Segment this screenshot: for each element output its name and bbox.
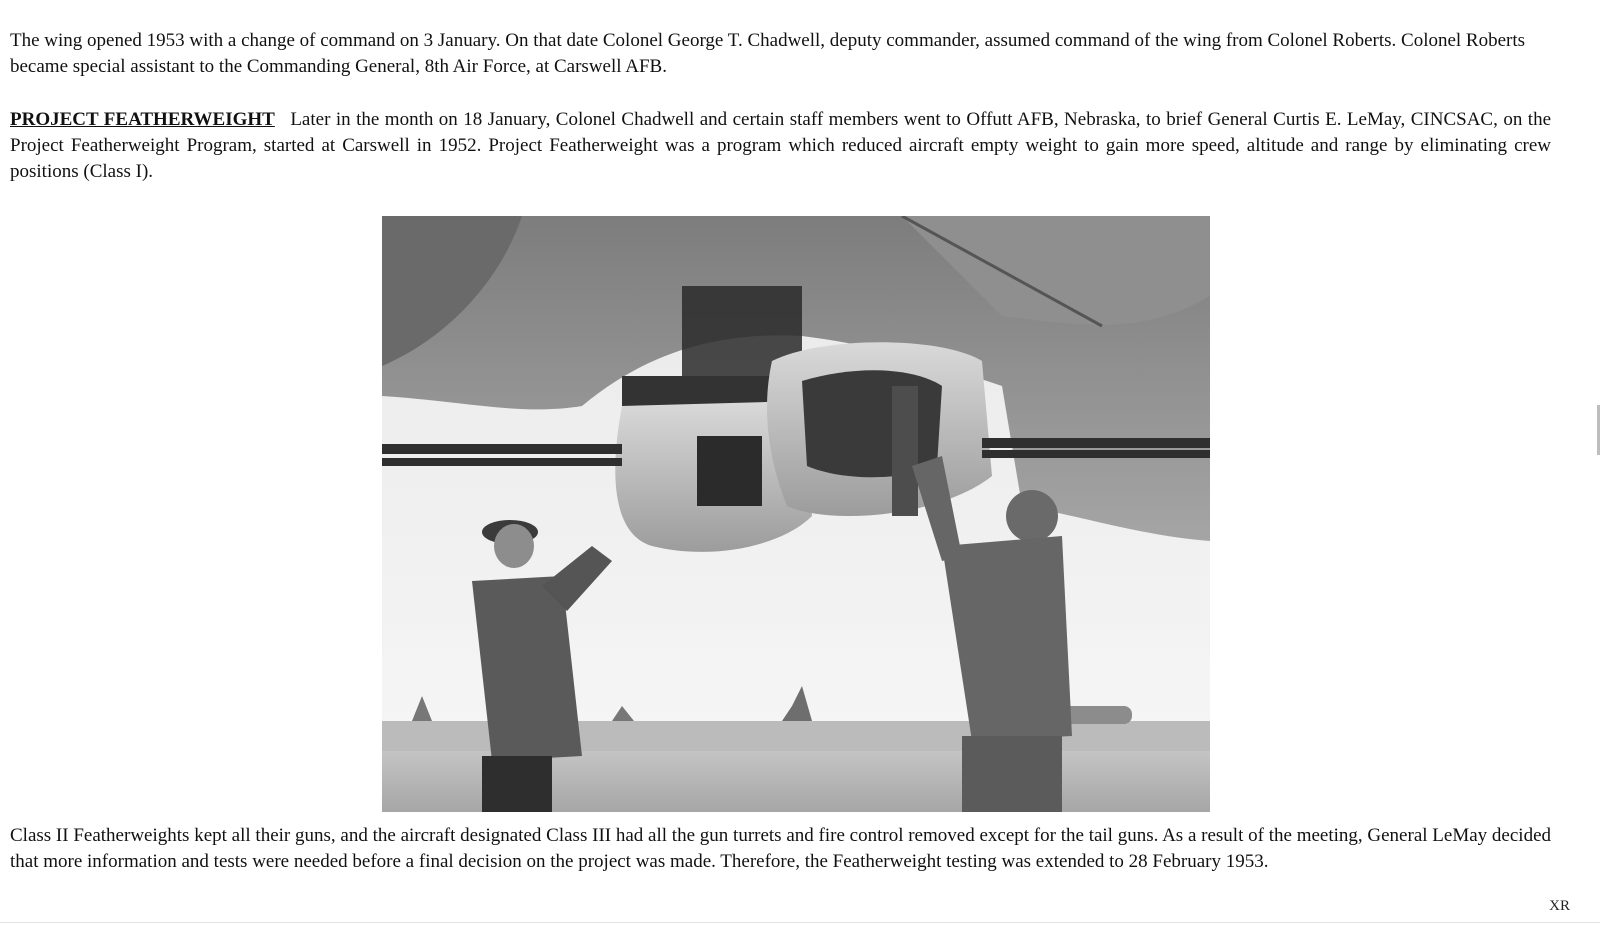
photo-bomber-gun-turrets <box>382 216 1210 812</box>
paragraph-text: Later in the month on 18 January, Colonel Chadwell and certain staff members went to Offutt AFB, Nebraska, to brief General Curtis E. LeMay, CINCSAC, on the Project Featherweight Program, started at Carswell in 1952. Project Featherweight was a program which reduced aircraft empty weight to gain more speed, altitude and range by eliminating crew positions (Class I). <box>10 109 1551 182</box>
paragraph-text: Class II Featherweights kept all their guns, and the aircraft designated Class III had all the gun turrets and fire control removed except for the tail guns. As a result of the meeting, General LeMay decided that more information and tests were needed before a final decision on the project was made. Therefore, the Featherweight testing was extended to 28 February 1953. <box>10 825 1551 872</box>
corner-mark: XR <box>1549 898 1570 914</box>
paragraph-text: The wing opened 1953 with a change of command on 3 January. On that date Colonel George T. Chadwell, deputy commander, assumed command of the wing from Colonel Roberts. Colonel Roberts became special assistant to the Commanding General, 8th Air Force, at Carswell AFB. <box>10 30 1526 77</box>
paragraph-change-of-command <box>10 28 1551 80</box>
paragraph-class-ii-featherweights <box>10 823 1551 875</box>
page-bottom-rule <box>0 922 1600 923</box>
section-heading: PROJECT FEATHERWEIGHT <box>10 109 275 130</box>
paragraph-project-featherweight <box>10 107 1551 185</box>
